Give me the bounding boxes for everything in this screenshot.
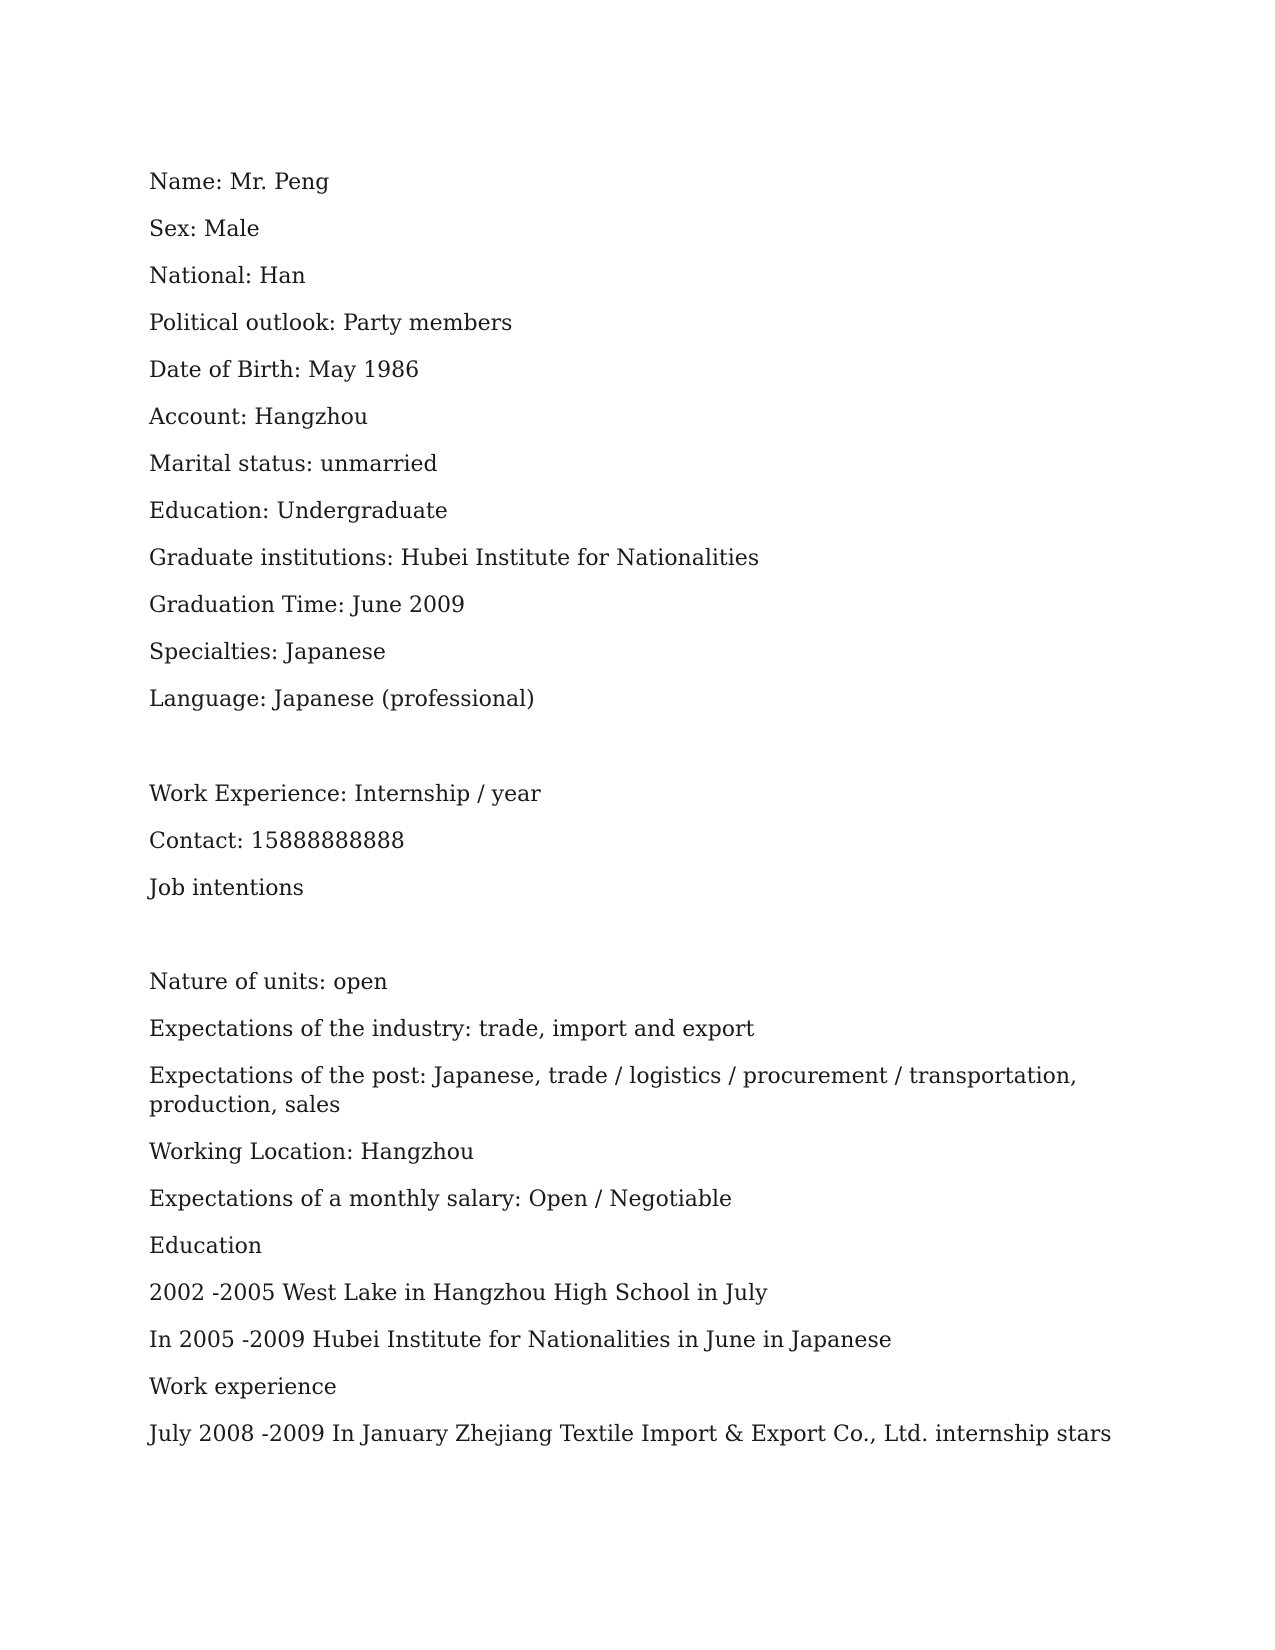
salary-expectations-line: Expectations of a monthly salary: Open / Negotiable: [149, 1187, 732, 1212]
post-expectations-line: Expectations of the post: Japanese, trade / logistics / procurement / transportation, production, sales: [149, 1064, 1078, 1118]
date-of-birth-line: Date of Birth: May 1986: [149, 358, 420, 383]
work-experience-heading: Work experience: [149, 1375, 337, 1400]
industry-expectations-line: Expectations of the industry: trade, import and export: [149, 1017, 755, 1042]
specialties-line: Specialties: Japanese: [149, 640, 386, 665]
sex-line: Sex: Male: [149, 217, 260, 242]
work-experience-entry: July 2008 -2009 In January Zhejiang Textile Import & Export Co., Ltd. internship stars: [149, 1422, 1112, 1447]
education-entry-high-school: 2002 -2005 West Lake in Hangzhou High School in July: [149, 1281, 768, 1306]
work-experience-summary-line: Work Experience: Internship / year: [149, 782, 541, 807]
language-line: Language: Japanese (professional): [149, 687, 535, 712]
education-heading: Education: [149, 1234, 263, 1259]
working-location-line: Working Location: Hangzhou: [149, 1140, 475, 1165]
graduation-time-line: Graduation Time: June 2009: [149, 593, 466, 618]
graduate-institutions-line: Graduate institutions: Hubei Institute for Nationalities: [149, 546, 760, 571]
national-line: National: Han: [149, 264, 306, 289]
marital-status-line: Marital status: unmarried: [149, 452, 438, 477]
job-intentions-heading: Job intentions: [149, 876, 304, 901]
education-entry-university: In 2005 -2009 Hubei Institute for Nationalities in June in Japanese: [149, 1328, 892, 1353]
education-level-line: Education: Undergraduate: [149, 499, 448, 524]
account-line: Account: Hangzhou: [149, 405, 369, 430]
contact-line: Contact: 15888888888: [149, 829, 405, 854]
nature-of-units-line: Nature of units: open: [149, 970, 388, 995]
political-outlook-line: Political outlook: Party members: [149, 311, 513, 336]
name-line: Name: Mr. Peng: [149, 170, 330, 195]
